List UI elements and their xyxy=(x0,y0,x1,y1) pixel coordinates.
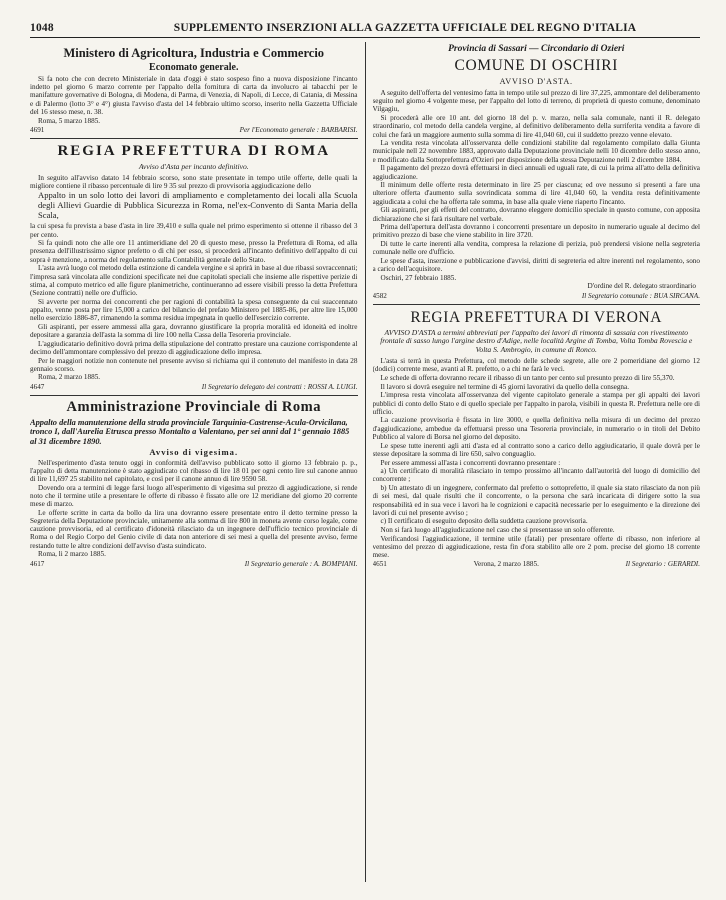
notice-paragraph: A seguito dell'offerta del ventesimo fatta in tempo utile sul prezzo di lire 37,225, ammontare del deliberamento seguito nel giorno 4 volgente mese, per l'appalto del lotto di terreno, di proprietà di questo comune, denominato Vilgagiu, xyxy=(372,89,700,114)
notice-paragraph: La vendita resta vincolata all'osservanza delle condizioni stabilite dal regolamento compilato dalla Giunta municipale nell 22 novembre 1883, approvato dalla Deputazione provinciale nelli 10 dicembre dello stesso anno, e modificato dalla Sottoprefettura d'Ozieri per disposizione della stessa Deputazione nelli 2 dicembre 1884. xyxy=(372,139,700,164)
notice-title: Ministero di Agricoltura, Industria e Commercio xyxy=(63,46,325,60)
notice-number: 4691 xyxy=(30,125,45,134)
notice-footer xyxy=(30,383,358,392)
right-column xyxy=(373,42,701,882)
notice-paragraph: Gli aspiranti, per gli effetti del contratto, dovranno eleggere domicilio speciale in questo comune, con apposita dichiarazione che si farà risultare nel verbale. xyxy=(372,206,700,223)
notice-paragraph: Nell'esperimento d'asta tenuto oggi in conformità dell'avviso pubblicato sotto il giorno 13 febbraio p. p., l'appalto di detta manutenzione è stato aggiudicato col ribasso di lire 18 01 per ogni cento lire sul canone annuo di lire 11,697 25 stabilito nel capitolato, e così per il canone annuo di lire 9590 58. xyxy=(30,458,358,484)
notice-paragraph: Si procederà alle ore 10 ant. del giorno 18 del p. v. marzo, nella sala comunale, nanti il R. delegato straordinario, col metodo della candela vergine, al definitivo deliberamento della surriferita vendita a favore di colui che farà un maggiore aumento sulla somma di lire 41,040 60, cui il suddetto prezzo venne elevato. xyxy=(372,114,700,139)
notice-date: Roma, 5 marzo 1885. xyxy=(38,116,101,125)
notice-title: REGIA PREFETTURA DI ROMA xyxy=(57,142,331,159)
notice-paragraph: Le spese d'asta, inserzione e pubblicazione d'avvisi, diritti di segreteria ed altre inerenti nel regolamento, sono a carico dell'acquisitore. xyxy=(372,257,700,274)
notice-agricoltura xyxy=(30,42,358,139)
gazette-title: SUPPLEMENTO INSERZIONI ALLA GAZZETTA UFFICIALE DEL REGNO D'ITALIA xyxy=(173,22,637,34)
notice-number: 4617 xyxy=(30,559,45,568)
notice-paragraph: Gli aspiranti, per essere ammessi alla gara, dovranno giustificare la propria moralità ed idoneità ed inoltre depositare a garanzia dell'asta la somma di lire 100 nella Cassa della Tesoreria provinciale. xyxy=(30,322,358,339)
notice-date: Verona, 2 marzo 1885. xyxy=(473,560,539,569)
page-number: 1048 xyxy=(30,22,54,34)
notice-footer xyxy=(30,126,358,135)
notice-paragraph: Si avverte per norma dei concorrenti che per ragioni di contabilità la spesa conseguente da cui suaccennato appalto, venne posta per lire 15,000 a carico del bilancio del prefato Ministero pel 1885-86, per altre lire 15,000 nello esercizio 1886-87, rimanendo la somma residua impegnata in quello dell'esercizio corrente. xyxy=(30,297,358,323)
notice-paragraph: c) Il certificato di eseguito deposito della suddetta cauzione provvisoria. xyxy=(380,517,588,526)
notice-sign-order: D'ordine del R. delegato straordinario xyxy=(587,282,696,291)
notice-subtitle: Avviso d'Asta per incanto definitivo. xyxy=(138,161,249,171)
notice-prefettura-roma xyxy=(30,139,358,396)
notice-paragraph: La cauzione provvisoria è fissata in lire 3000, e quella definitiva nella misura di un decimo del prezzo d'aggiudicazione, ambedue da effettuarsi presso una Tesoreria provinciale, in numerario o in titoli del Debito Pubblico al valore di Borsa nel giorno del deposito. xyxy=(372,416,700,441)
notice-paragraph: Il minimum delle offerte resta determinato in lire 25 per ciascuna; ed ove nessuno si presenti a fare una ulteriore offerta d'aumento sulla sovrindicata somma di lire 41,040 60, la vendita resta definitivamente aggiudicata a colui che ha offerta tale somma, in base alla quale viene riaperto l'incanto. xyxy=(372,181,700,206)
notice-provinciale-roma xyxy=(30,396,358,572)
notice-footer xyxy=(373,292,701,301)
notice-paragraph: Dovendo ora a termini di legge farsi luogo all'esperimento di vigesima sul prezzo di aggiudicazione, si rende noto che il termine utile a presentare le offerte di ribasso è fissato alle ore 12 meridiane del giorno 20 corrente mese di marzo. xyxy=(30,483,358,509)
notice-paragraph: Si fa quindi noto che alle ore 11 antimeridiane del 20 di questo mese, presso la Prefettura di Roma, ed alla presenza dell'illustrissimo signor prefetto o di chi per esso, si procederà all'incanto definitivo dell'appalto di cui sopra è menzione, a norma del regolamento sulla Contabilità generale dello Stato. xyxy=(30,239,358,264)
column-rule xyxy=(365,42,366,882)
notice-signature: Il Segretario delegato dei contratti : ROSSI A. LUIGI. xyxy=(201,382,358,391)
notice-date: Roma, 2 marzo 1885. xyxy=(38,373,101,382)
notice-paragraph: Le offerte scritte in carta da bollo da lira una dovranno essere presentate entro il detto termine presso la Segreteria della Deputazione provinciale, unitamente alla somma di lire 800 in moneta avente corso legale, come cauzione provvisoria, ed al certificato d'idoneità rilasciato da un ingegnere dell'ufficio tecnico provinciale di Roma o del Regio Corpo del Genio civile di data non anteriore di sei mesi a quella del presente avviso, ferme restando tutte le altre condizioni dell'avviso d'asta suindicato. xyxy=(30,508,358,550)
notice-date: Oschiri, 27 febbraio 1885. xyxy=(380,273,457,282)
notice-signature: Il Segretario comunale : BUA SIRCANA. xyxy=(581,291,700,300)
notice-subtitle: AVVISO D'ASTA. xyxy=(499,77,573,86)
notice-paragraph: Il pagamento del prezzo dovrà effettuarsi in dieci annuali ed uguali rate, di cui la prima all'atto della definitiva aggiudicazione. xyxy=(372,164,700,181)
notice-object: Appalto in un solo lotto dei lavori di ampliamento e completamento dei locali alla Scuola degli Allievi Guardie di Pubblica Sicurezza in Roma, nel'ex-Convento di Santa Maria della Scala, xyxy=(38,189,358,220)
notice-title: COMUNE DI OSCHIRI xyxy=(454,57,618,74)
notice-paragraph: Le spese tutte inerenti agli atti d'asta ed al contratto sono a carico dello aggiudicatario, il quale dovrà per le stesse depositare la somma di lire 650, salvo conguaglio. xyxy=(372,441,700,458)
notice-title: Amministrazione Provinciale di Roma xyxy=(66,398,321,415)
notice-paragraph: L'aggiudicatario definitivo dovrà prima della stipulazione del contratto prestare una cauzione corrispondente al decimo dell'ammontare complessivo del prezzo di aggiudicazione dello impresa. xyxy=(30,339,358,356)
notice-signature: Il Segretario generale : A. BOMPIANI. xyxy=(244,559,358,568)
notice-paragraph: a) Un certificato di moralità rilasciato in tempo prossimo all'incanto dall'autorità del luogo di domicilio del concorrente ; xyxy=(372,467,700,484)
notice-prefettura-verona xyxy=(373,305,701,573)
notice-paragraph: Le schede di offerta dovranno recare il ribasso di un tanto per cento sul presunto prezzo di lire 55,370. xyxy=(380,373,675,382)
notice-paragraph: Per essere ammessi all'asta i concorrenti dovranno presentare : xyxy=(380,458,561,467)
notice-paragraph: b) Un attestato di un ingegnere, confermato dal prefetto o sottoprefetto, il quale sia stato rilasciato da non più di sei mesi, dal quale risulti che il concorrente, o la persona che sarà incaricata di dirigere sotto la sua responsabilità ed in sua vece i lavori ha le cognizioni e capacità necessarie per lo eseguimento e la direzione dei lavori di cui nel presente avviso ; xyxy=(372,484,700,517)
notice-paragraph: Si fa noto che con decreto Ministeriale in data d'oggi è stato sospeso fino a nuova disposizione l'incanto indetto pel giorno 6 marzo corrente per l'appalto della fornitura di carta da involucro ai tabacchi per le manifatture governative di Bologna, di Modena, di Parma, di Venezia, di Napoli, di Lecce, di Catania, di Messina e di Palermo (lotto 3° e 4°) giusta l'avviso d'asta del 14 febbraio ultimo scorso, inserito nella Gazzetta Ufficiale del 16 stesso mese, n. 38. xyxy=(30,75,358,116)
notice-footer xyxy=(30,560,358,569)
notice-comune-oschiri xyxy=(373,42,701,305)
notice-subtitle: Appalto della manutenzione della strada provinciale Tarquinia-Castrense-Acula-Orvicilana, tronco I, dall'Aurelia Etrusca presso Montalto a Valentano, per sei anni dal 1° gennaio 1885 al 31 dicembre 1890. xyxy=(30,417,350,446)
notice-footer xyxy=(373,560,701,569)
notice-paragraph: L'asta avrà luogo col metodo della estinzione di candela vergine e si aprirà in base al due ribassi sovraccennati; l'impresa sarà vincolata alle condizioni specificate nei due capitolati speciali che insieme alle rispettive perizie di stima, al computo metrico ed alle figure planimetriche, continueranno ad essere visibili presso la detta Prefettura (Sezione contratti) nelle ore d'ufficio. xyxy=(30,264,358,297)
notice-paragraph: Il lavoro si dovrà eseguire nel termine di 45 giorni lavorativi da quello della consegna. xyxy=(380,382,629,391)
notice-signature: Per l'Economato generale : BARBARISI. xyxy=(239,125,358,134)
notice-paragraph: L'impresa resta vincolata all'osservanza del vigente capitolato generale a stampa per gli appalti dei lavori pubblici di conto dello Stato e di quello speciale per l'appalto in parola, visibili in questa R. Prefettura nelle ore di ufficio. xyxy=(372,391,700,416)
notice-paragraph: Di tutte le carte inerenti alla vendita, compresa la relazione di perizia, può prendersi visione nella segreteria comunale nelle ore d'ufficio. xyxy=(372,240,700,257)
two-column-body xyxy=(30,42,700,882)
notice-signature: Il Segretario : GERARDI. xyxy=(625,560,700,569)
notice-heading: Avviso di vigesima. xyxy=(149,447,239,458)
notice-province: Provincia di Sassari — Circondario di Ozieri xyxy=(448,44,625,54)
left-column xyxy=(30,42,358,882)
notice-subtitle: AVVISO D'ASTA a termini abbreviati per l'appalto dei lavori di rimonta di sassaia con rivestimento frontale di sasso lungo l'argine destro d'Adige, nelle località Argine di Tomba, Volta Tomba Rovescia e Volta S. Ambrogio, in comune di Ronco. xyxy=(380,327,693,355)
notice-number: 4651 xyxy=(372,560,387,569)
notice-title: REGIA PREFETTURA DI VERONA xyxy=(410,308,663,326)
notice-intro: In seguito all'avviso datato 14 febbraio scorso, sono state presentate in tempo utile offerte, delle quali la migliore contiene il ribasso percentuale di lire 9 35 sul prezzo di provvisoria aggiudicazione dello xyxy=(30,173,358,190)
notice-paragraph: Non si farà luogo all'aggiudicazione nel caso che si presentasse un solo offerente. xyxy=(380,526,615,535)
notice-number: 4582 xyxy=(372,291,387,300)
notice-number: 4647 xyxy=(30,382,45,391)
running-head xyxy=(30,22,700,38)
notice-date: Roma, li 2 marzo 1885. xyxy=(38,550,106,559)
notice-subtitle: Economato generale. xyxy=(149,62,239,73)
notice-paragraph: la cui spesa fu prevista a base d'asta in lire 39,410 e sulla quale nel primo esperimento si ottenne il ribasso del 3 per cento. xyxy=(30,222,358,239)
notice-paragraph: Verificandosi l'aggiudicazione, il termine utile (fatali) per presentare offerte di ribasso, non inferiore al ventesimo del prezzo di aggiudicazione, resta fin d'ora stabilito alle ore 2 pom. precise del giorno 18 corrente mese. xyxy=(372,534,700,560)
notice-paragraph: L'asta si terrà in questa Prefettura, col metodo delle schede segrete, alle ore 2 pomeridiane del giorno 12 (dodici) corrente mese, avanti al R. prefetto, o a chi ne farà le veci. xyxy=(372,357,700,374)
notice-paragraph: Prima dell'apertura dell'asta dovranno i concorrenti presentare un deposito in numerario uguale al decimo del primitivo prezzo di base che viene stabilito in lire 3720. xyxy=(372,223,700,240)
notice-paragraph: Per le maggiori notizie non contenute nel presente avviso si richiama qui il contenuto del manifesto in data 28 gennaio scorso. xyxy=(30,356,358,373)
